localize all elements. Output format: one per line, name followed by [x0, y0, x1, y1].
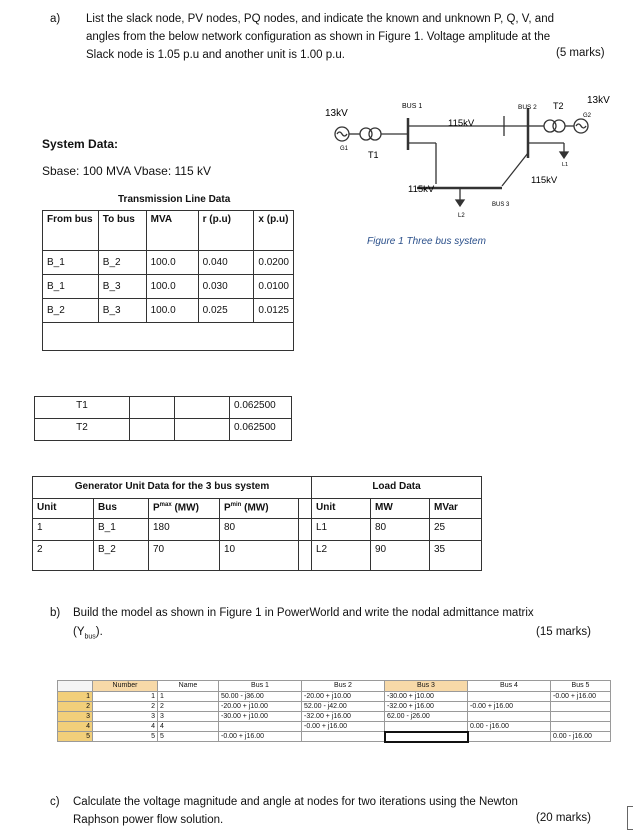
part-a-line2: angles from the below network configuration as shown in Figure 1. Voltage amplitude at the	[86, 31, 551, 43]
page-edge-bracket	[627, 806, 633, 830]
part-a-label: a)	[50, 13, 61, 25]
kv13-right-label: 13kV	[587, 95, 610, 106]
th-pmax: $P^{max}$ (MW)	[149, 499, 220, 519]
cell: 4	[158, 722, 219, 732]
cell	[302, 732, 385, 742]
cell	[551, 722, 611, 732]
part-c-label: c)	[50, 796, 60, 808]
part-c-line2: Raphson power flow solution.	[73, 814, 224, 826]
part-b-line2: $(Y_{bus})$.	[73, 626, 103, 641]
th-bus: Bus	[94, 499, 149, 519]
cell	[175, 397, 230, 419]
row-num: 5	[58, 732, 93, 742]
bus1-label: BUS 1	[402, 103, 423, 110]
kv115-mid-label: 115kV	[408, 184, 435, 195]
part-b-marks: (15 marks)	[536, 626, 591, 638]
part-b-line1: Build the model as shown in Figure 1 in PowerWorld and write the nodal admittance matrix	[73, 607, 534, 619]
cell: 2	[33, 541, 94, 571]
cell: 2	[158, 702, 219, 712]
cell[interactable]	[385, 732, 468, 742]
cell: 10	[220, 541, 299, 571]
cell	[299, 519, 312, 541]
table-row	[58, 702, 611, 712]
cell: B_2	[43, 299, 99, 323]
transformer-value: 0.062500	[230, 419, 292, 441]
load-title: Load Data	[312, 477, 482, 499]
cell: 1	[158, 692, 219, 702]
cell: 4	[93, 722, 158, 732]
cell: -0.00 + j16.00	[302, 722, 385, 732]
cell: 5	[158, 732, 219, 742]
ybus-header-number: Number	[93, 681, 158, 692]
system-data-title: System Data:	[42, 137, 119, 151]
cell: 90	[371, 541, 430, 571]
three-bus-diagram	[322, 88, 632, 258]
th-mva: MVA	[146, 211, 198, 251]
cell: 3	[93, 712, 158, 722]
ybus-header-bus1: Bus 1	[219, 681, 302, 692]
cell: 0.030	[198, 275, 254, 299]
transmission-title: Transmission Line Data	[118, 194, 231, 205]
part-c-marks: (20 marks)	[536, 812, 591, 824]
generator-title: Generator Unit Data for the 3 bus system	[33, 477, 312, 499]
cell: 0.025	[198, 299, 254, 323]
kv13-left-label: 13kV	[325, 108, 348, 119]
transmission-table	[42, 210, 294, 351]
cell: 0.0125	[254, 299, 294, 323]
th-pmin: $P^{min}$ (MW)	[220, 499, 299, 519]
ybus-header-name: Name	[158, 681, 219, 692]
cell: -32.00 + j16.00	[302, 712, 385, 722]
table-row	[58, 712, 611, 722]
t1-label: T1	[368, 150, 379, 160]
th-from-bus: From bus	[43, 211, 99, 251]
part-a-line1: List the slack node, PV nodes, PQ nodes, and indicate the known and unknown P, Q, V, and	[86, 13, 554, 25]
cell: 0.00 - j16.00	[551, 732, 611, 742]
cell: L2	[312, 541, 371, 571]
cell: 62.00 - j26.00	[385, 712, 468, 722]
th-to-bus: To bus	[98, 211, 146, 251]
cell: -0.00 + j16.00	[219, 732, 302, 742]
cell	[219, 722, 302, 732]
empty-row	[43, 323, 294, 351]
cell: 0.040	[198, 251, 254, 275]
cell	[551, 712, 611, 722]
th-load-unit: Unit	[312, 499, 371, 519]
cell: 52.00 - j42.00	[302, 702, 385, 712]
kv115-top-label: 115kV	[448, 118, 475, 129]
table-row	[43, 251, 294, 275]
l2-label: L2	[458, 213, 465, 219]
ybus-header-bus3: Bus 3	[385, 681, 468, 692]
transformer-value: 0.062500	[230, 397, 292, 419]
cell: 3	[158, 712, 219, 722]
cell: 50.00 - j36.00	[219, 692, 302, 702]
row-num: 3	[58, 712, 93, 722]
cell: 80	[371, 519, 430, 541]
cell: 5	[93, 732, 158, 742]
part-a-marks: (5 marks)	[556, 47, 605, 59]
transformer-name: T2	[35, 419, 130, 441]
cell	[385, 722, 468, 732]
cell: 0.0100	[254, 275, 294, 299]
gen-load-table	[32, 476, 482, 571]
th-r: r (p.u)	[198, 211, 254, 251]
cell: 180	[149, 519, 220, 541]
th-mvar: MVar	[430, 499, 482, 519]
ybus-header-bus4: Bus 4	[468, 681, 551, 692]
th-unit: Unit	[33, 499, 94, 519]
cell: 1	[93, 692, 158, 702]
transformer-name: T1	[35, 397, 130, 419]
cell	[468, 712, 551, 722]
cell: L1	[312, 519, 371, 541]
cell: B_1	[43, 251, 99, 275]
cell: -20.00 + j10.00	[302, 692, 385, 702]
figure-caption: Figure 1 Three bus system	[367, 236, 486, 247]
system-data-sbase: Sbase: 100 MVA Vbase: 115 kV	[42, 164, 211, 178]
part-b-label: b)	[50, 607, 61, 619]
bus3-label: BUS 3	[492, 202, 510, 208]
cell: B_1	[43, 275, 99, 299]
table-row	[33, 519, 482, 541]
cell: 100.0	[146, 299, 198, 323]
cell: B_3	[98, 275, 146, 299]
cell	[130, 419, 175, 441]
part-c-line1: Calculate the voltage magnitude and angle at nodes for two iterations using the Newton	[73, 796, 518, 808]
row-num: 1	[58, 692, 93, 702]
cell: 35	[430, 541, 482, 571]
table-row	[58, 732, 611, 742]
cell: -0.00 + j16.00	[551, 692, 611, 702]
cell: 100.0	[146, 251, 198, 275]
row-num: 4	[58, 722, 93, 732]
l1-label: L1	[562, 162, 569, 168]
t2-label: T2	[553, 101, 564, 111]
transformer-table	[34, 396, 292, 441]
cell: -30.00 + j10.00	[219, 712, 302, 722]
bus2-label: BUS 2	[518, 104, 537, 111]
table-row	[35, 397, 292, 419]
table-row	[35, 419, 292, 441]
row-num: 2	[58, 702, 93, 712]
cell: -30.00 + j10.00	[385, 692, 468, 702]
cell: -32.00 + j16.00	[385, 702, 468, 712]
cell: -20.00 + j10.00	[219, 702, 302, 712]
cell: 0.0200	[254, 251, 294, 275]
g1-label: G1	[340, 146, 349, 152]
cell	[299, 541, 312, 571]
load-l2-icon	[456, 200, 464, 206]
cell: 25	[430, 519, 482, 541]
cell: -0.00 + j16.00	[468, 702, 551, 712]
ybus-table	[57, 680, 611, 743]
cell: 0.00 - j16.00	[468, 722, 551, 732]
table-row	[58, 722, 611, 732]
cell: 80	[220, 519, 299, 541]
cell: 70	[149, 541, 220, 571]
ybus-header-bus2: Bus 2	[302, 681, 385, 692]
table-row	[58, 692, 611, 702]
table-row	[33, 541, 482, 571]
part-a-line3: Slack node is 1.05 p.u and another unit is 1.00 p.u.	[86, 49, 345, 61]
cell	[130, 397, 175, 419]
load-l1-icon	[560, 152, 568, 158]
cell	[551, 702, 611, 712]
cell: 2	[93, 702, 158, 712]
cell: 100.0	[146, 275, 198, 299]
cell	[175, 419, 230, 441]
cell	[468, 732, 551, 742]
th-mw: MW	[371, 499, 430, 519]
g2-label: G2	[583, 113, 592, 119]
kv115-right-label: 115kV	[531, 175, 558, 186]
table-row	[43, 299, 294, 323]
cell: 1	[33, 519, 94, 541]
ybus-header-bus5: Bus 5	[551, 681, 611, 692]
cell: B_2	[94, 541, 149, 571]
cell: B_3	[98, 299, 146, 323]
cell	[299, 499, 312, 519]
ybus-header-blank	[58, 681, 93, 692]
table-row	[43, 323, 294, 351]
th-x: x (p.u)	[254, 211, 294, 251]
cell	[468, 692, 551, 702]
cell: B_2	[98, 251, 146, 275]
cell: B_1	[94, 519, 149, 541]
table-row	[43, 275, 294, 299]
